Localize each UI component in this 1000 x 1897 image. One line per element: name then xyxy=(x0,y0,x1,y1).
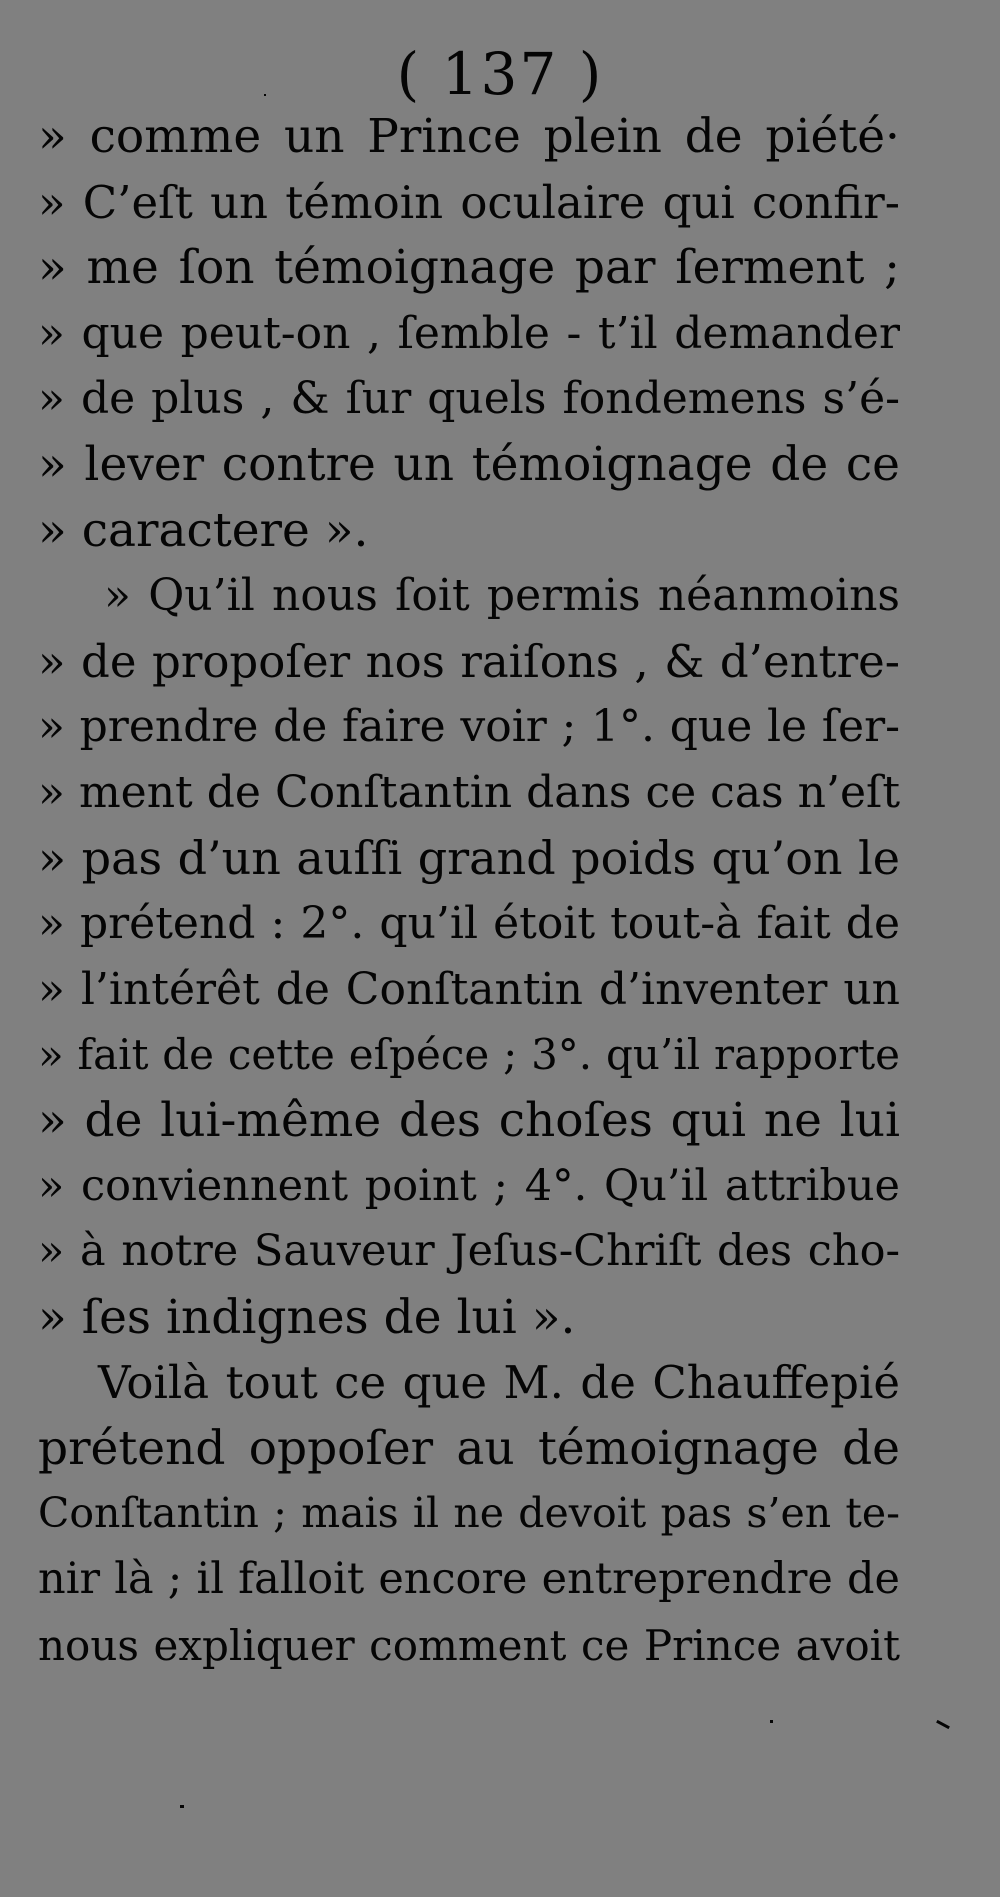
ink-speck xyxy=(770,1720,773,1723)
text-line: » lever contre un témoignage de ce xyxy=(38,436,900,492)
text-line: » C’eſt un témoin oculaire qui confir- xyxy=(38,175,900,229)
text-line: » me ſon témoignage par ſerment ; xyxy=(38,240,900,296)
text-line: » conviennent point ; 4°. Qu’il attribue xyxy=(38,1160,900,1211)
page-number: ( 137 ) xyxy=(396,40,604,108)
text-line: » fait de cette eſpéce ; 3°. qu’il rapporte xyxy=(38,1030,900,1080)
text-line: » caractere ». xyxy=(38,502,369,558)
text-line: » à notre Sauveur Jeſus-Chriſt des cho- xyxy=(38,1226,900,1277)
ink-speck xyxy=(264,94,266,96)
text-line: » ſes indignes de lui ». xyxy=(38,1289,576,1345)
text-line: nous expliquer comment ce Prince avoit xyxy=(38,1620,900,1670)
text-line: » de plus , & ſur quels fondemens s’é- xyxy=(38,373,900,425)
text-line: » que peut-on , ſemble - t’il demander xyxy=(38,307,900,359)
body-text xyxy=(38,104,900,1678)
text-line: » Qu’il nous ſoit permis néanmoins xyxy=(104,570,900,622)
text-line: » pas d’un auſſi grand poids qu’on le xyxy=(38,830,900,885)
ink-speck xyxy=(936,1720,950,1729)
ink-speck xyxy=(180,1805,184,1808)
text-line: » comme un Prince plein de piété· xyxy=(38,109,900,164)
text-line: » de propoſer nos raiſons , & d’entre- xyxy=(38,634,900,688)
text-line: » ment de Conſtantin dans ce cas n’eſt xyxy=(38,766,900,818)
text-line: » de lui-même des choſes qui ne lui xyxy=(38,1092,900,1148)
text-line: prétend oppoſer au témoignage de xyxy=(38,1420,900,1476)
text-line: nir là ; il falloit encore entreprendre de xyxy=(38,1554,900,1605)
text-line: » prendre de faire voir ; 1°. que le ſer- xyxy=(38,701,900,753)
text-line: » l’intérêt de Conſtantin d’inventer un xyxy=(38,963,900,1015)
text-line: Voilà tout ce que M. de Chauffepié xyxy=(98,1356,900,1410)
text-line: » prétend : 2°. qu’il étoit tout-à fait de xyxy=(38,898,900,950)
text-line: Conſtantin ; mais il ne devoit pas s’en te- xyxy=(38,1489,900,1538)
